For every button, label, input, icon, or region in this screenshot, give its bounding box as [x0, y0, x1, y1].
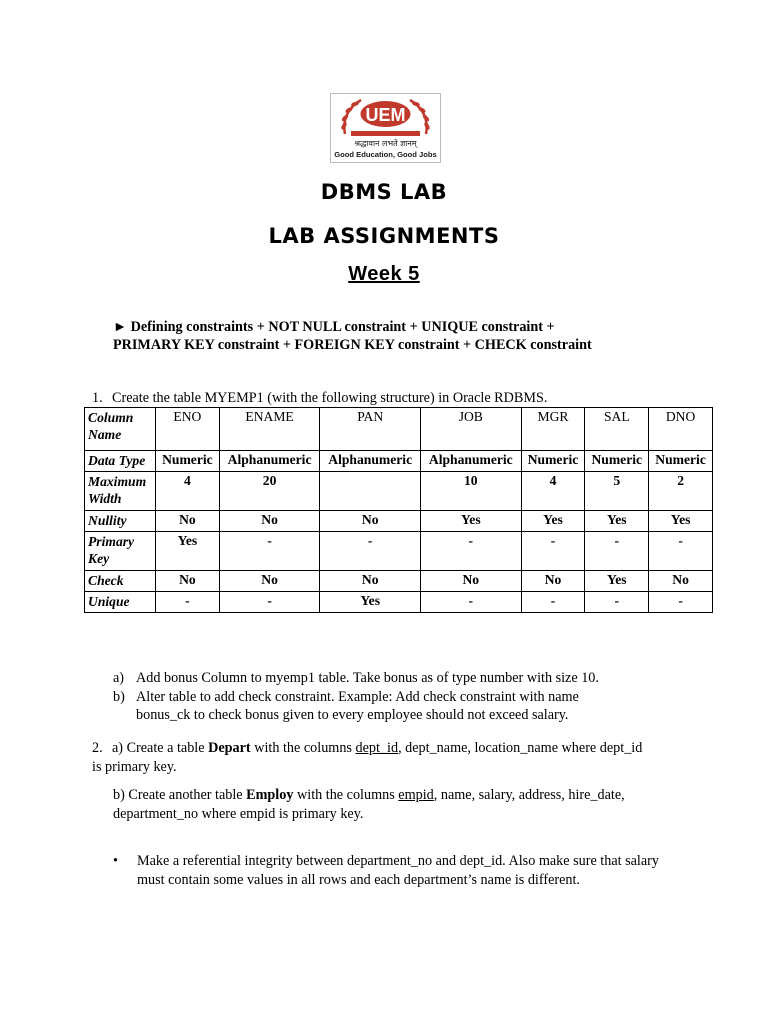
topic-line-2: PRIMARY KEY constraint + FOREIGN KEY constraint + CHECK constraint [113, 337, 592, 353]
table-cell: Numeric [649, 451, 713, 472]
table-cell: Alphanumeric [421, 451, 522, 472]
table-cell: 2 [649, 472, 713, 511]
table-cell: No [156, 571, 220, 592]
q2a-prefix: a) Create a table [112, 740, 209, 756]
table-cell: Yes [649, 511, 713, 532]
question-1 [92, 390, 547, 407]
list-item-text: Add bonus Column to myemp1 table. Take bonus as of type number with size 10. [136, 670, 599, 686]
q2a-mid: with the columns [250, 740, 356, 756]
row-header: Data Type [85, 451, 156, 472]
uem-emblem-icon [331, 94, 440, 162]
table-cell: Numeric [521, 451, 585, 472]
table-cell: No [219, 511, 320, 532]
corner-header: Column Name [85, 408, 156, 451]
arrow-icon: ► [113, 319, 128, 335]
question-text: Create the table MYEMP1 (with the following structure) in Oracle RDBMS. [112, 390, 548, 406]
table-header-row [85, 408, 713, 451]
bullet-text: Make a referential integrity between department_no and dept_id. Also make sure that salary must contain some values in all rows and each department’s name is different. [137, 853, 659, 888]
column-header: SAL [585, 408, 649, 451]
q2a-rest: , dept_name, location_name where dept_id is primary key. [92, 740, 643, 775]
primary-key-column: dept_id [355, 740, 399, 756]
column-header: PAN [320, 408, 421, 451]
table-cell: 20 [219, 472, 320, 511]
university-logo [330, 93, 441, 163]
row-header: Primary Key [85, 532, 156, 571]
assignment-heading: LAB ASSIGNMENTS [268, 224, 500, 248]
table-row [85, 532, 713, 571]
column-header: ENO [156, 408, 220, 451]
table-cell: Numeric [585, 451, 649, 472]
row-header: Maximum Width [85, 472, 156, 511]
table-structure [84, 407, 713, 613]
table-cell: 10 [421, 472, 522, 511]
table-name-employ: Employ [246, 787, 294, 803]
table-cell: Alphanumeric [219, 451, 320, 472]
q2b-prefix: b) Create another table [113, 787, 247, 803]
table-row [85, 592, 713, 613]
table-row [85, 511, 713, 532]
primary-key-column: empid [398, 787, 434, 803]
question-2b [113, 786, 633, 823]
bullet-item [113, 852, 673, 889]
table-cell: No [421, 571, 522, 592]
table-row [85, 472, 713, 511]
column-header: ENAME [219, 408, 320, 451]
question-number: 2. [92, 740, 103, 756]
course-title: DBMS LAB [320, 180, 448, 204]
table-cell: - [320, 532, 421, 571]
table-cell: - [521, 532, 585, 571]
table-cell: Yes [521, 511, 585, 532]
column-header: JOB [421, 408, 522, 451]
svg-text:श्रद्धावान लभते ज्ञानम्: श्रद्धावान लभते ज्ञानम् [354, 139, 417, 148]
table-cell: No [219, 571, 320, 592]
bullet-icon: • [113, 853, 118, 869]
table-cell: 4 [521, 472, 585, 511]
column-header: DNO [649, 408, 713, 451]
list-marker: b) [113, 688, 125, 705]
list-item [113, 669, 633, 688]
table-cell: - [649, 592, 713, 613]
list-marker: a) [113, 670, 125, 686]
column-header: MGR [521, 408, 585, 451]
table-name-depart: Depart [208, 740, 251, 756]
table-cell: No [156, 511, 220, 532]
table-cell: - [649, 532, 713, 571]
table-cell: No [649, 571, 713, 592]
table-cell: - [585, 592, 649, 613]
q2b-rest: , name, salary, address, hire_date, department_no where empid is primary key. [113, 787, 625, 822]
topic-summary [113, 318, 713, 354]
table-cell: Yes [421, 511, 522, 532]
subtask-list [113, 669, 633, 725]
table-cell: - [585, 532, 649, 571]
table-cell: Alphanumeric [320, 451, 421, 472]
table-cell: - [219, 532, 320, 571]
table-cell: Yes [156, 532, 220, 571]
table-cell: Yes [320, 592, 421, 613]
table-cell: Yes [585, 511, 649, 532]
question-2 [92, 739, 652, 776]
svg-text:UEM: UEM [365, 105, 406, 125]
row-header: Check [85, 571, 156, 592]
topic-line-1: Defining constraints + NOT NULL constraint + UNIQUE constraint + [130, 319, 555, 335]
table-cell: - [421, 532, 522, 571]
list-item [113, 688, 633, 725]
table-row [85, 571, 713, 592]
table-cell: No [521, 571, 585, 592]
table-row [85, 451, 713, 472]
table-cell [320, 472, 421, 511]
table-cell: 5 [585, 472, 649, 511]
table-cell: Numeric [156, 451, 220, 472]
row-header: Unique [85, 592, 156, 613]
table-cell: No [320, 571, 421, 592]
week-heading: Week 5 [348, 263, 420, 285]
row-header: Nullity [85, 511, 156, 532]
table-cell: - [156, 592, 220, 613]
table-cell: Yes [585, 571, 649, 592]
table-cell: - [521, 592, 585, 613]
question-number: 1. [92, 390, 103, 406]
q2b-mid: with the columns [293, 787, 399, 803]
table-cell: No [320, 511, 421, 532]
table-cell: 4 [156, 472, 220, 511]
list-item-text: Alter table to add check constraint. Example: Add check constraint with name bonus_ck to check bonus given to every employee should not exceed salary. [136, 688, 579, 723]
table-cell: - [219, 592, 320, 613]
table-cell: - [421, 592, 522, 613]
svg-text:Good Education, Good Jobs: Good Education, Good Jobs [334, 150, 437, 159]
